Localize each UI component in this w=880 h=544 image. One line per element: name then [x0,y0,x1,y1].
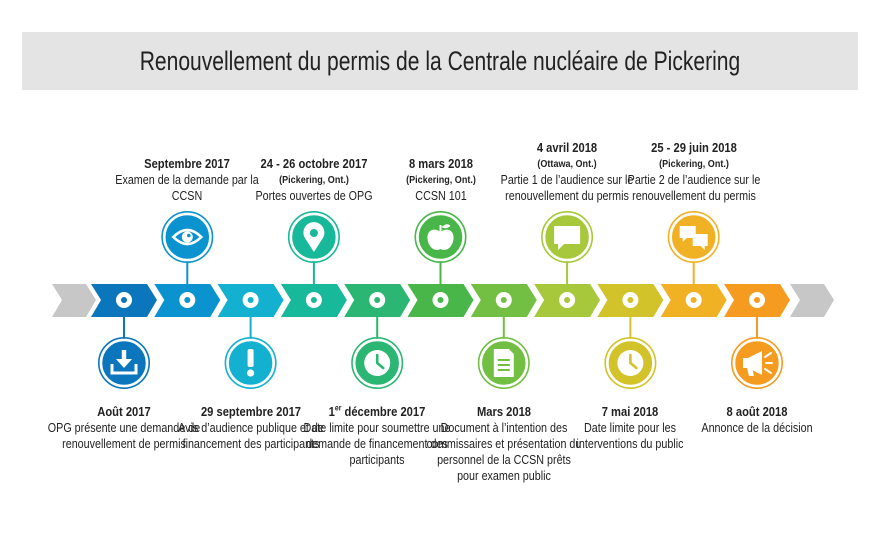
event-date: 8 mars 2018 [408,156,473,171]
event-date: Septembre 2017 [144,156,231,171]
event-date: 7 mai 2018 [602,404,659,419]
event-description: CCSN 101 [414,189,467,203]
event-date: 25 - 29 juin 2018 [650,140,737,155]
event-location: (Pickering, Ont.) [405,174,476,186]
event-location: (Pickering, Ont.) [279,174,349,186]
timeline-node-dot [691,297,697,303]
event-location: (Pickering, Ont.) [658,158,729,170]
event-location: (Ottawa, Ont.) [537,158,597,170]
timeline-end-arrow [790,284,834,317]
exclamation-icon [247,349,254,377]
timeline-node-dot [248,297,254,303]
timeline-node-dot [121,297,127,303]
timeline-node-dot [438,297,444,303]
timeline-node-dot [627,297,633,303]
event-label [614,140,774,204]
event-description: Annonce de la décision [701,421,813,435]
event-date: Mars 2018 [476,404,531,419]
timeline-node-dot [564,297,570,303]
timeline-node-dot [374,297,380,303]
event-description: Partie 2 de l’audience sur le renouvellement du permis [627,173,761,203]
event-label [677,404,837,436]
page-title: Renouvellement du permis de la Centrale nucléaire de Pickering [139,45,741,76]
document-icon [494,349,514,377]
clock-icon [364,350,390,376]
event-description: Document à l’intention des commissaires et présentation du personnel de la CCSN prêts pour examen public [426,421,582,483]
timeline-node-dot [184,297,190,303]
event-description: OPG présente une demande de renouvellement de permis [47,421,201,451]
event-description: Date limite pour soumettre une demande de financement des participants [303,421,451,467]
event-description: Date limite pour les interventions du public [576,421,684,451]
clock-icon [617,350,643,376]
event-date: 8 août 2018 [726,404,788,419]
event-description: Examen de la demande par la CCSN [115,173,260,203]
timeline-node-dot [754,297,760,303]
event-description: Partie 1 de l’audience sur le renouvellement du permis [500,173,634,203]
timeline-start-arrow [52,284,96,317]
event-date: 1er décembre 2017 [328,403,426,419]
event-date: Août 2017 [97,404,151,419]
event-description: Avis d’audience publique et de financement des participants [177,421,324,451]
event-date: 4 avril 2018 [536,140,598,155]
event-date: 29 septembre 2017 [200,404,301,419]
event-description: Portes ouvertes de OPG [255,189,373,203]
timeline-node-dot [311,297,317,303]
event-date: 24 - 26 octobre 2017 [260,156,368,171]
timeline-node-dot [501,297,507,303]
